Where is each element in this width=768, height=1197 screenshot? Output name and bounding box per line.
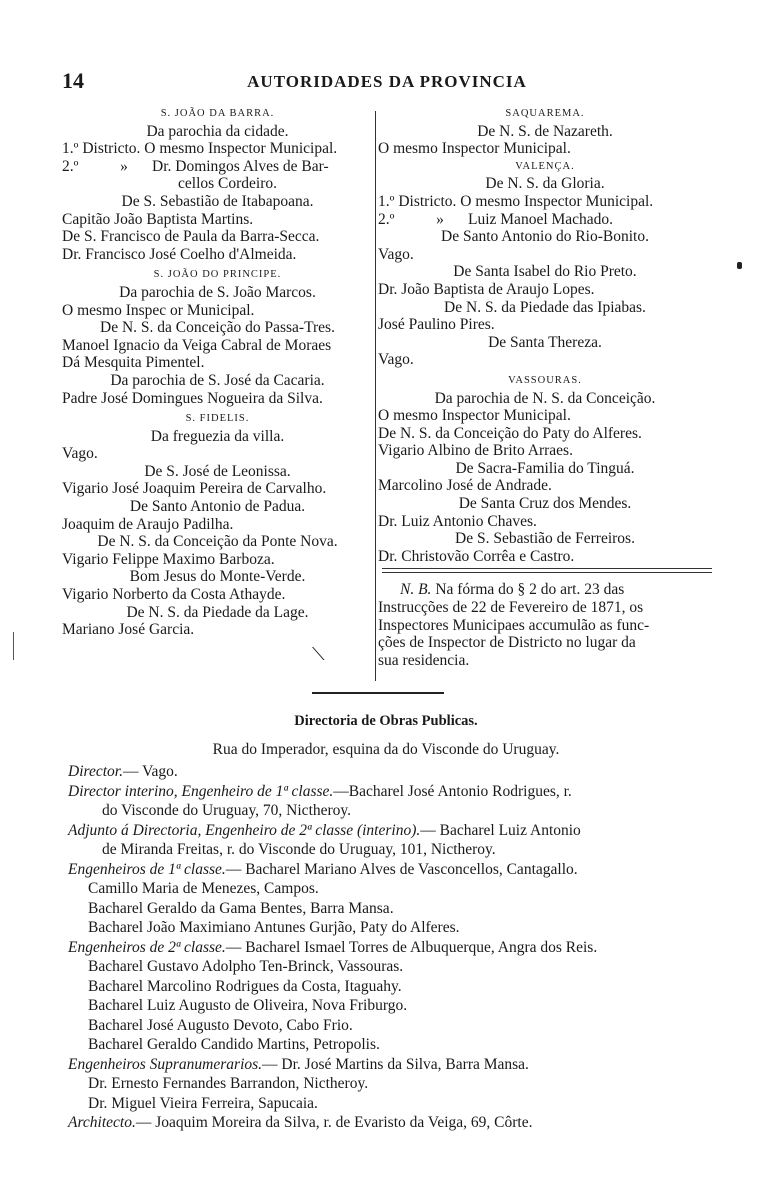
staff-member: Bacharel Luiz Augusto de Oliveira, Nova Friburgo.: [88, 997, 408, 1014]
district-number: 1.º: [378, 192, 395, 210]
district-line: 2.º » Dr. Domingos Alves de Bar-: [62, 157, 329, 175]
address-line: Rua do Imperador, esquina da do Visconde do Uruguay.: [212, 741, 560, 758]
page-number: 14: [62, 68, 84, 93]
parish-line: De S. Sebastião de Itabapoana.: [121, 192, 314, 210]
two-column-listing: [62, 105, 712, 680]
inspector-name: Vigario Felippe Maximo Barboza.: [62, 550, 275, 568]
inspector-name: Dr. Christovão Corrêa e Castro.: [378, 547, 575, 565]
staff-member: Bacharel Marcolino Rodrigues da Costa, Itaguahy.: [88, 977, 402, 995]
staff-entry: Engenheiros Supranumerarios.— Dr. José Martins da Silva, Barra Mansa.: [68, 1055, 529, 1073]
note-line: ções de Inspector de Districto no lugar da: [378, 634, 636, 652]
footnote: N. B. Na fórma do § 2 do art. 23 das Instrucções de 22 de Fevereiro de 1871, os Inspectores Municipaes accumulão as func- ções de Inspector de Districto no lugar da sua residencia.: [378, 581, 712, 669]
staff-entry: Director interino, Engenheiro de 1ª classe.—Bacharel José Antonio Rodrigues, r.: [68, 782, 572, 800]
staff-member: Dr. Ernesto Fernandes Barrandon, Nictheroy.: [88, 1075, 369, 1092]
staff-member: Bacharel João Maximiano Antunes Gurjão, Paty do Alferes.: [88, 919, 460, 936]
parish-line: De S. Francisco de Paula da Barra-Secca.: [62, 228, 320, 246]
parish-line: De Santa Isabel do Rio Preto.: [453, 263, 637, 281]
inspector-name: Vago.: [378, 351, 414, 369]
parish-line: Da parochia da cidade.: [146, 122, 289, 140]
inspector-name: O mesmo Inspector Municipal.: [378, 407, 571, 425]
staff-entry: Engenheiros de 1ª classe.— Bacharel Mariano Alves de Vasconcellos, Cantagallo.: [68, 860, 578, 878]
district-line: 2.º » Luiz Manoel Machado.: [378, 210, 614, 228]
section-heading: VALENÇA.: [515, 160, 575, 172]
parish-line: De S. Sebastião de Ferreiros.: [455, 530, 635, 548]
parish-line: De N. S. da Conceição da Ponte Nova.: [97, 533, 338, 551]
parish-line: Da parochia de N. S. da Conceição.: [434, 389, 656, 407]
section-heading: S. JOÃO DO PRINCIPE.: [153, 269, 282, 281]
staff-member: Camillo Maria de Menezes, Campos.: [88, 880, 319, 897]
staff-member: Bacharel Geraldo Candido Martins, Petropolis.: [88, 1036, 380, 1053]
parish-line: De N. S. da Conceição do Paty do Alferes.: [378, 424, 642, 442]
inspector-name: Dr. João Baptista de Araujo Lopes.: [378, 280, 595, 298]
district-number: 2.º: [62, 157, 79, 175]
parish-line: Da freguezia da villa.: [150, 427, 285, 445]
inspector-name: Mariano José Garcia.: [62, 621, 195, 639]
inspector-name: Manoel Ignacio da Veiga Cabral de Moraes: [62, 336, 332, 354]
inspector-name: Vigario José Joaquim Pereira de Carvalho.: [62, 480, 327, 498]
staff-member: Dr. Miguel Vieira Ferreira, Sapucaia.: [88, 1094, 318, 1112]
staff-entry-continuation: do Visconde do Uruguay, 70, Nictheroy.: [102, 802, 352, 819]
staff-member: Bacharel Geraldo da Gama Bentes, Barra Mansa.: [88, 899, 394, 917]
right-column: [378, 105, 712, 669]
ink-spot: [737, 262, 742, 269]
district-line: 1.º Districto. O mesmo Inspector Municipal.: [378, 192, 654, 210]
running-title: AUTORIDADES DA PROVINCIA: [247, 72, 527, 91]
note-rule: [382, 568, 712, 573]
parish-line: De S. José de Leonissa.: [144, 462, 291, 480]
name-continuation: cellos Cordeiro.: [178, 175, 278, 193]
inspector-name: Vago.: [378, 245, 414, 263]
ditto-mark: »: [120, 157, 128, 175]
parish-line: Da parochia de S. José da Cacaria.: [110, 371, 325, 389]
staff-entry: Architecto.— Joaquim Moreira da Silva, r. de Evaristo da Veiga, 69, Côrte.: [68, 1114, 533, 1131]
section-heading: SAQUAREMA.: [505, 108, 585, 119]
inspector-name: Vago.: [62, 445, 98, 463]
section-heading: VASSOURAS.: [508, 374, 582, 386]
parish-line: De N. S. de Nazareth.: [477, 122, 613, 140]
inspector-name: O mesmo Inspector Municipal.: [378, 140, 571, 158]
section-title: Directoria de Obras Publicas.: [294, 713, 478, 729]
parish-line: De Santa Thereza.: [488, 333, 602, 351]
margin-mark: [13, 632, 14, 660]
parish-line: De N. S. da Conceição do Passa-Tres.: [100, 319, 335, 337]
inspector-name: Padre José Domingues Nogueira da Silva.: [62, 389, 323, 407]
left-column: [62, 105, 373, 639]
parish-line: De N. S. da Piedade da Lage.: [126, 603, 309, 621]
note-line: Instrucções de 22 de Fevereiro de 1871, os: [378, 599, 644, 617]
inspector-name: Vigario Norberto da Costa Athayde.: [62, 586, 286, 604]
district-number: 2.º: [378, 210, 395, 228]
note-line: Inspectores Municipaes accumulão as func-: [378, 616, 650, 634]
inspector-name: Dr. Luiz Antonio Chaves.: [378, 512, 537, 530]
parish-line: De Sacra-Familia do Tinguá.: [455, 459, 635, 477]
inspector-name: O mesmo Inspec or Municipal.: [62, 301, 255, 319]
pencil-mark-icon: ⟍: [312, 644, 325, 664]
parish-line: Bom Jesus do Monte-Verde.: [129, 568, 306, 586]
directoria-section: [68, 710, 704, 1133]
note-line: sua residencia.: [378, 651, 470, 669]
parish-line: De N. S. da Piedade das Ipiabas.: [444, 298, 646, 316]
column-divider: [375, 111, 376, 681]
inspector-name: José Paulino Pires.: [378, 316, 495, 334]
parish-line: Da parochia de S. João Marcos.: [119, 283, 316, 301]
inspector-name: Dr. Francisco José Coelho d'Almeida.: [62, 245, 297, 263]
ditto-mark: »: [436, 210, 444, 228]
parish-line: De Santo Antonio do Rio-Bonito.: [441, 228, 649, 246]
parish-line: De N. S. da Gloria.: [485, 175, 605, 193]
note-label: N. B.: [400, 581, 432, 599]
staff-entry: Adjunto á Directoria, Engenheiro de 2ª classe (interino).— Bacharel Luiz Antonio: [68, 821, 581, 839]
section-heading: S. JOÃO DA BARRA.: [160, 108, 275, 119]
parish-line: De Santo Antonio de Padua.: [129, 498, 306, 516]
inspector-name: Capitão João Baptista Martins.: [62, 210, 254, 228]
page-header: [62, 68, 712, 98]
parish-line: De Santa Cruz dos Mendes.: [458, 495, 632, 513]
district-line: 1.º Districto. O mesmo Inspector Municipal.: [62, 140, 338, 158]
inspector-name: Joaquim de Araujo Padilha.: [62, 515, 234, 533]
inspector-name: Marcolino José de Andrade.: [378, 477, 552, 495]
district-number: 1.º: [62, 140, 79, 158]
staff-entry-continuation: de Miranda Freitas, r. do Visconde do Uruguay, 101, Nictheroy.: [102, 841, 496, 858]
name-continuation: Dá Mesquita Pimentel.: [62, 354, 205, 372]
staff-member: Bacharel Gustavo Adolpho Ten-Brinck, Vassouras.: [88, 958, 404, 975]
section-separator: [312, 692, 444, 694]
staff-member: Bacharel José Augusto Devoto, Cabo Frio.: [88, 1016, 353, 1034]
section-heading: S. FIDELIS.: [185, 413, 250, 425]
staff-entry: Engenheiros de 2ª classe.— Bacharel Ismael Torres de Albuquerque, Angra dos Reis.: [68, 938, 598, 956]
inspector-name: Vigario Albino de Brito Arraes.: [378, 442, 573, 460]
staff-entry: Director.— Vago.: [68, 763, 178, 780]
